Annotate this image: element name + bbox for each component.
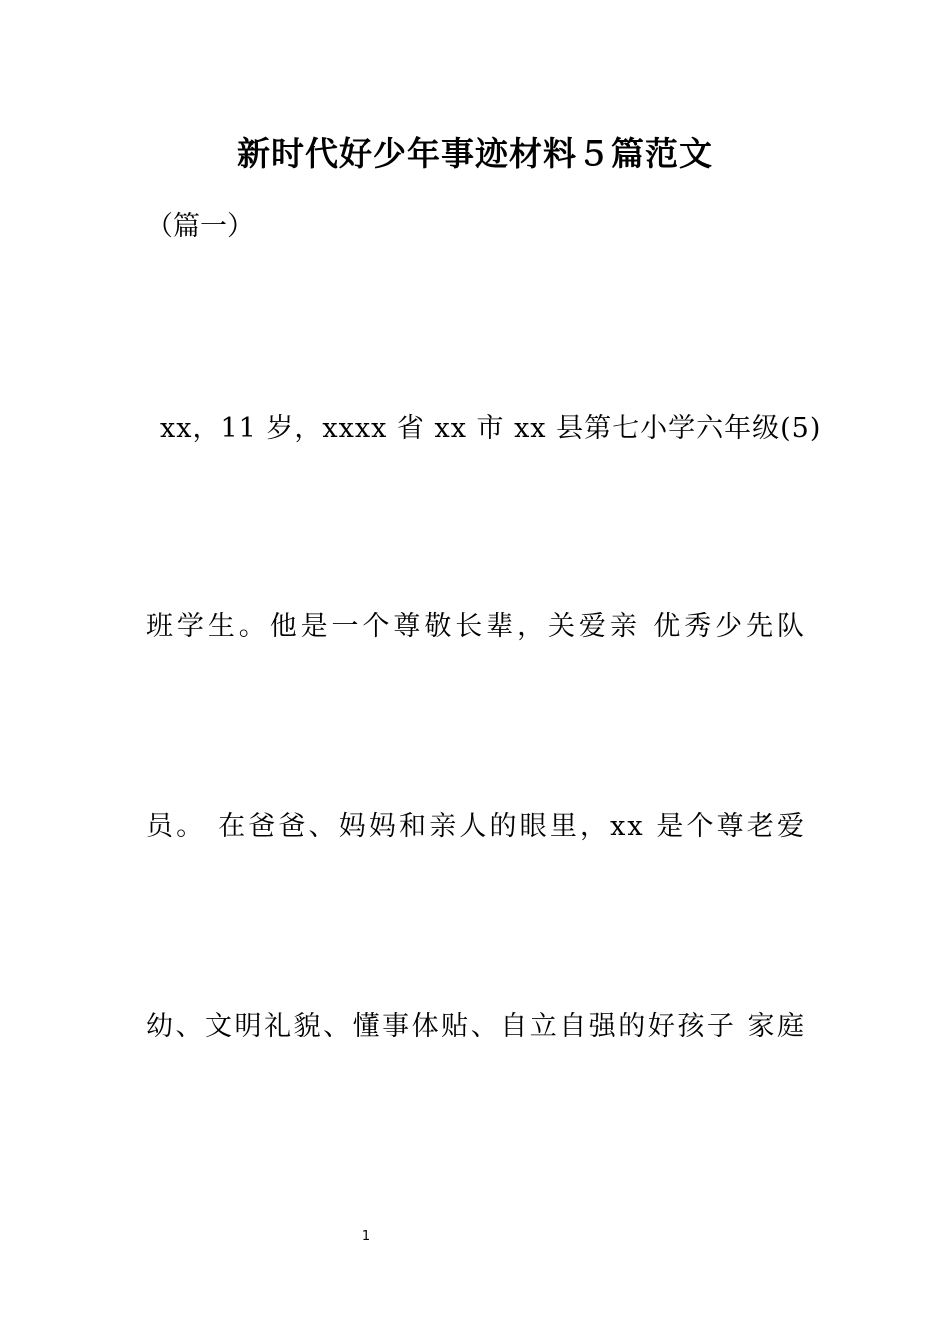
body-line-2: 班学生。他是一个尊敬长辈，关爱亲 优秀少先队 <box>146 611 806 642</box>
body-line-3: 员。 在爸爸、妈妈和亲人的眼里，xx 是个尊老爱 <box>146 811 806 842</box>
body-line-4: 幼、文明礼貌、懂事体贴、自立自强的好孩子 家庭 <box>146 1011 806 1042</box>
body-line-1: xx，11 岁，xxxx 省 xx 市 xx 县第七小学六年级(5) <box>160 413 822 444</box>
page-number: 1 <box>361 1229 371 1244</box>
document-title: 新时代好少年事迹材料５篇范文 <box>237 134 713 173</box>
section-label: （篇一） <box>146 211 254 242</box>
